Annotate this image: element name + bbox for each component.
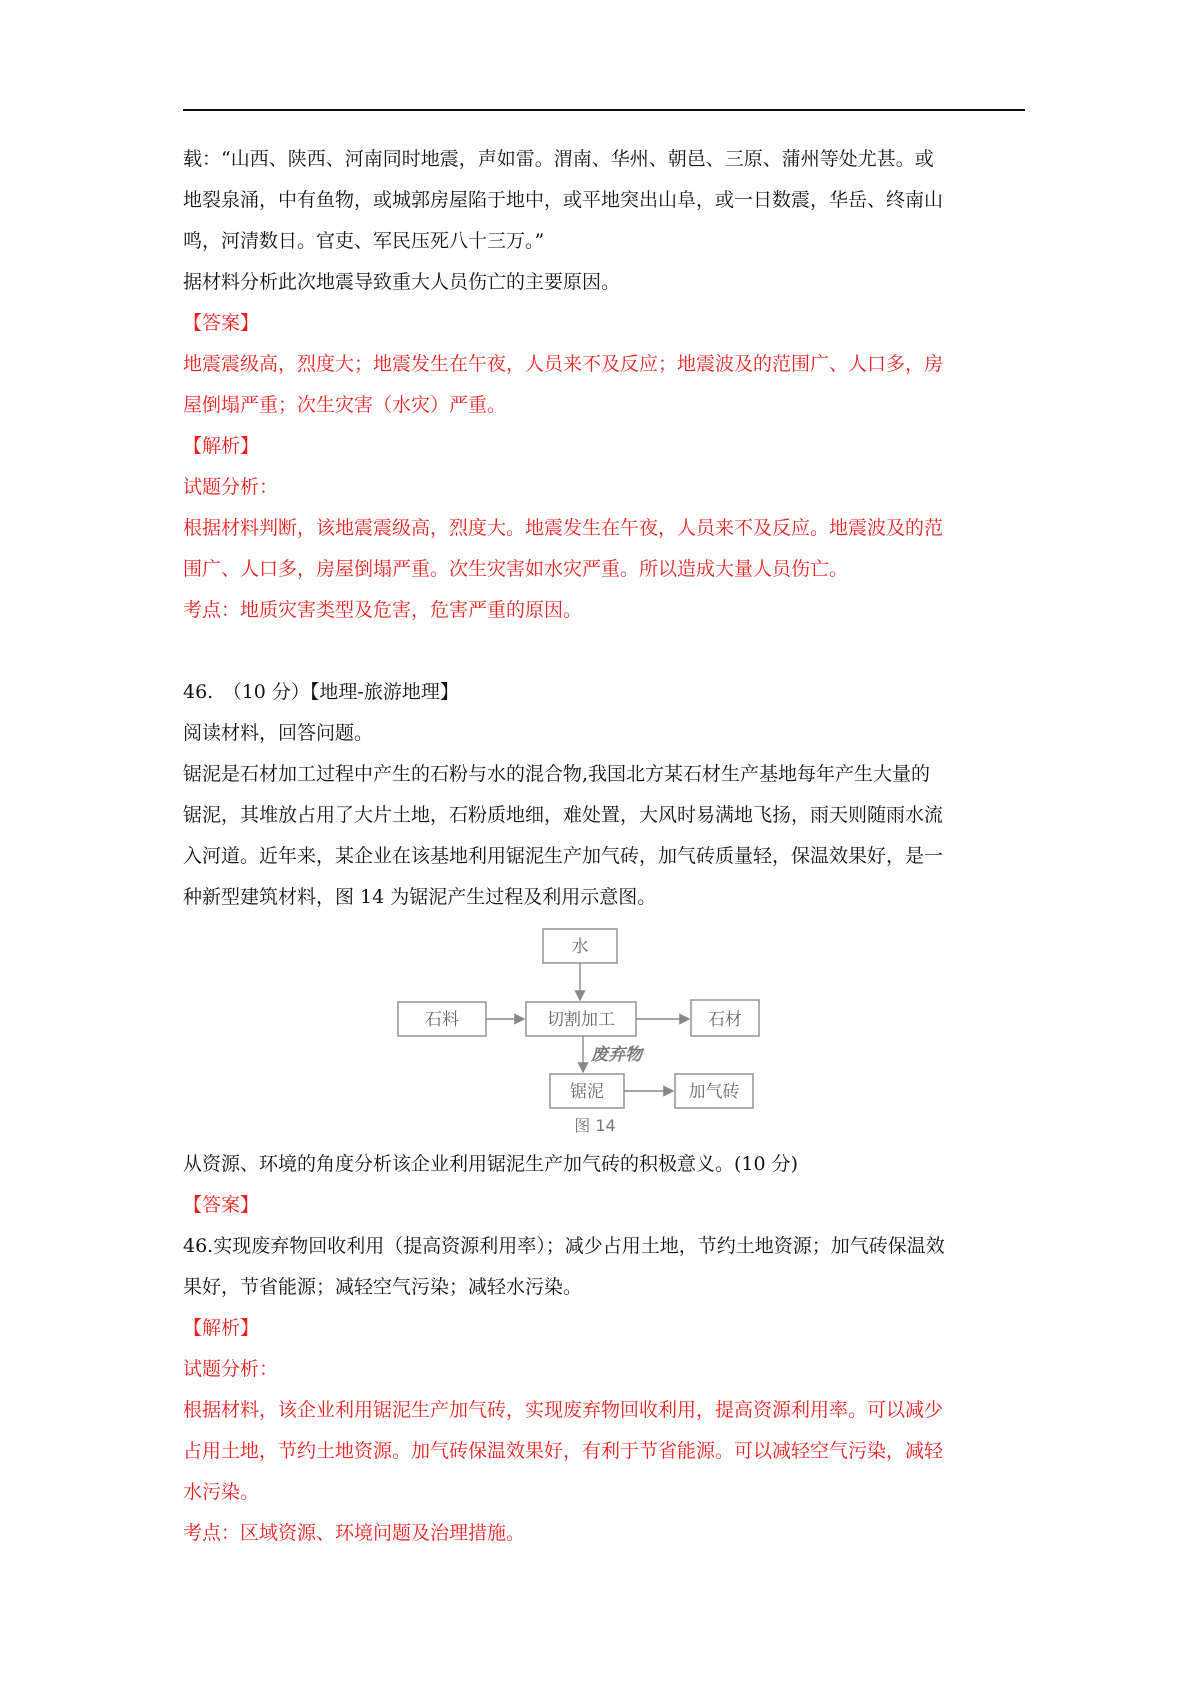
- q45-answer-tag: 【答案】: [183, 312, 260, 334]
- q46-analysis-head: 试题分析：: [183, 1358, 279, 1380]
- q46-material-line: 锯泥是石材加工过程中产生的石粉与水的混合物,我国北方某石材生产基地每年产生大量的: [183, 763, 931, 785]
- document-content: [183, 139, 1025, 1554]
- q46-material-line: 锯泥，其堆放占用了大片土地，石粉质地细，难处置，大风时易满地飞扬，雨天则随雨水流: [183, 804, 944, 826]
- q46-instruction: 阅读材料，回答问题。: [183, 722, 374, 744]
- header-rule: [183, 109, 1025, 111]
- q46-answer-line: 46.实现废弃物回收利用（提高资源利用率）；减少占用土地，节约土地资源；加气砖保温效: [183, 1235, 945, 1257]
- q45-material-line: 鸣，河清数日。官吏、军民压死八十三万。”: [183, 230, 545, 252]
- q45-material-line: 载：“山西、陕西、河南同时地震，声如雷。渭南、华州、朝邑、三原、蒲州等处尤甚。或: [183, 148, 934, 170]
- label-brick: 加气砖: [688, 1082, 740, 1102]
- label-stone-product: 石材: [708, 1010, 742, 1030]
- q46-analysis-tag: 【解析】: [183, 1317, 260, 1339]
- q46-analysis-line: 水污染。: [183, 1481, 260, 1503]
- label-waste: 废弃物: [591, 1045, 642, 1065]
- q45-question: 据材料分析此次地震导致重大人员伤亡的主要原因。: [183, 271, 621, 293]
- q45-answer-line: 屋倒塌严重；次生灾害（水灾）严重。: [183, 394, 507, 416]
- q45-answer-line: 地震震级高，烈度大；地震发生在午夜，人员来不及反应；地震波及的范围广、人口多，房: [183, 353, 944, 375]
- label-sludge: 锯泥: [570, 1082, 604, 1102]
- q46-material-line: 种新型建筑材料，图 14 为锯泥产生过程及利用示意图。: [183, 886, 657, 908]
- q46-point: 考点：区域资源、环境问题及治理措施。: [183, 1522, 526, 1544]
- q46-analysis-line: 根据材料，该企业利用锯泥生产加气砖，实现废弃物回收利用，提高资源利用率。可以减少: [183, 1399, 944, 1421]
- q45-analysis-tag: 【解析】: [183, 435, 260, 457]
- figure-caption: 图 14: [574, 1116, 616, 1135]
- label-cutting: 切割加工: [547, 1010, 615, 1030]
- q45-analysis-line: 根据材料判断，该地震震级高，烈度大。地震发生在午夜，人员来不及反应。地震波及的范: [183, 517, 944, 539]
- q45-material-line: 地裂泉涌，中有鱼物，或城郭房屋陷于地中，或平地突出山阜，或一日数震，华岳、终南山: [183, 189, 944, 211]
- q45-point: 考点：地质灾害类型及危害，危害严重的原因。: [183, 599, 583, 621]
- label-stone-raw: 石料: [425, 1010, 459, 1030]
- q45-analysis-head: 试题分析：: [183, 476, 279, 498]
- q46-title: 46. （10 分）【地理-旅游地理】: [183, 681, 459, 703]
- q46-analysis-line: 占用土地，节约土地资源。加气砖保温效果好，有利于节省能源。可以减轻空气污染，减轻: [183, 1440, 944, 1462]
- q46-answer-line: 果好，节省能源；减轻空气污染；减轻水污染。: [183, 1276, 583, 1298]
- q46-material-line: 入河道。近年来，某企业在该基地利用锯泥生产加气砖，加气砖质量轻，保温效果好，是一: [183, 845, 944, 867]
- flow-diagram: [183, 924, 1025, 1144]
- q46-question: 从资源、环境的角度分析该企业利用锯泥生产加气砖的积极意义。(10 分): [183, 1153, 799, 1175]
- q45-analysis-line: 围广、人口多，房屋倒塌严重。次生灾害如水灾严重。所以造成大量人员伤亡。: [183, 558, 849, 580]
- flow-diagram-figure: [183, 924, 1025, 1144]
- label-water: 水: [571, 937, 589, 957]
- q46-answer-tag: 【答案】: [183, 1194, 260, 1216]
